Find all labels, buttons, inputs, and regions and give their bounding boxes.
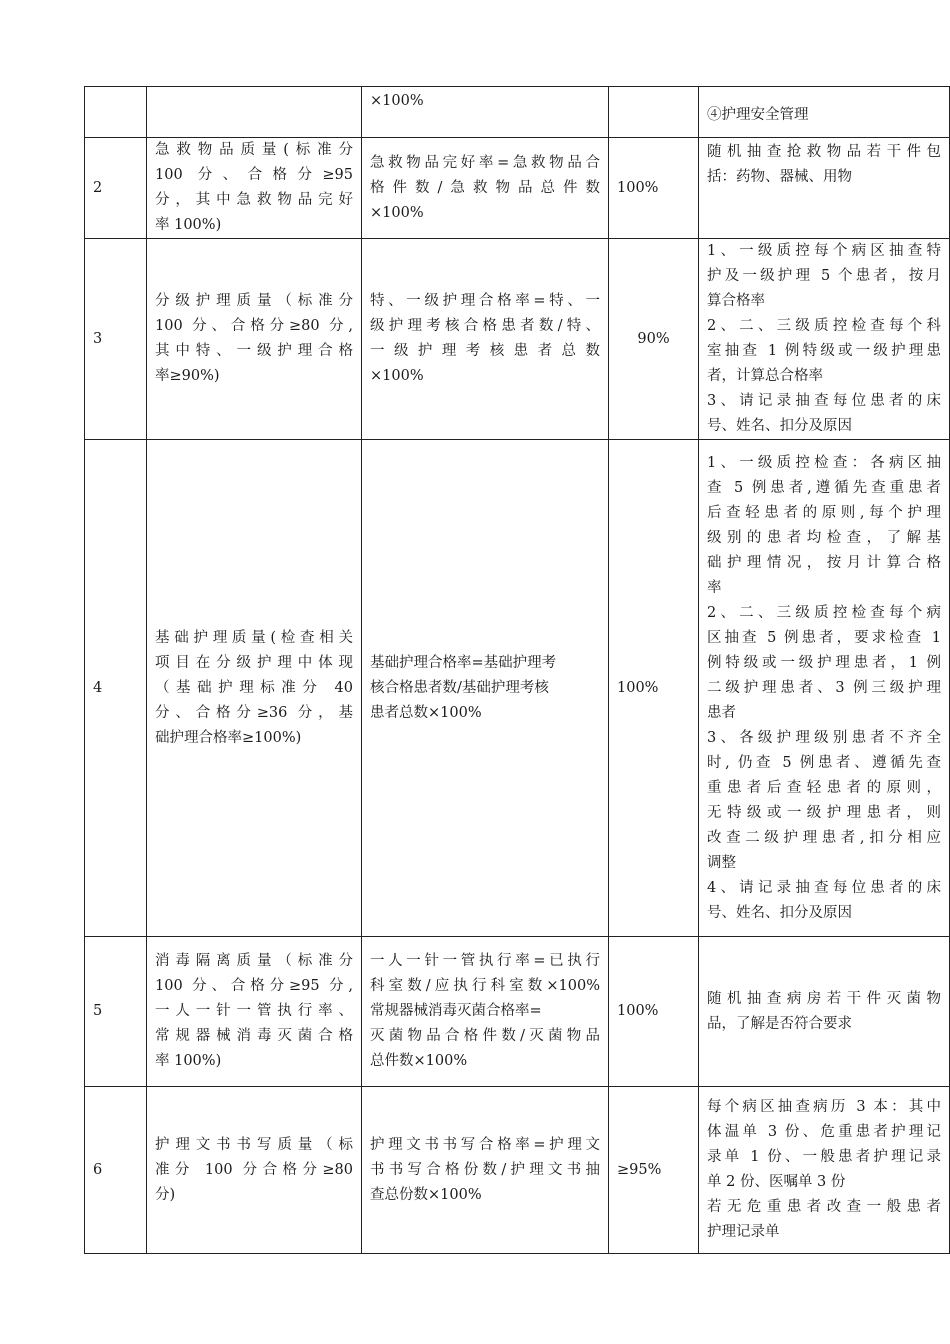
method-line: 后查轻患者的原则,每个护理 [707,504,941,521]
item-name-cell [147,440,362,937]
method-line: 2、二、三级质控检查每个科 [707,318,941,334]
item-name-line: （基础护理标准分 40 [155,679,353,696]
method-line: 体温单 3 份、危重患者护理记 [707,1124,941,1140]
target-cell [609,87,699,138]
item-name-line: 100 分、合格分≥95 分, [155,978,353,994]
item-name-line: 其中特、一级护理合格 [155,343,353,359]
method-line: 1、一级质控检查：各病区抽 [707,454,941,471]
method-line: 例特级或一级护理患者，1 例 [707,654,941,671]
target-cell: 100% [609,138,699,239]
method-line: 4、请记录抽查每位患者的床 [707,879,941,896]
method-line: 重患者后查轻患者的原则， [707,779,941,796]
item-name-line: 础护理合格率≥100%) [155,729,302,746]
method-cell [699,87,950,138]
table-row [85,138,950,239]
method-line: 3、各级护理级别患者不齐全 [707,729,941,746]
target-cell: ≥95% [609,1087,699,1254]
table-row [85,937,950,1087]
formula-line: 查总份数×100% [370,1186,482,1203]
method-line: 随机抽查抢救物品若干件包 [707,144,941,160]
formula-line: 级护理考核合格患者数/特、 [370,318,600,334]
target-cell: 100% [609,937,699,1087]
item-name-line: 准分 100 分合格分≥80 [155,1161,353,1178]
formula-line: 核合格患者数/基础护理考核 [370,679,549,696]
formula-line: 格件数/急救物品总件数 [370,179,600,196]
item-name-line: 率 100%) [155,217,222,233]
formula-cell [362,239,609,440]
formula-line: 基础护理合格率=基础护理考 [370,654,557,671]
row-number-cell: 4 [85,440,147,937]
method-line: 单 2 份、医嘱单 3 份 [707,1174,846,1190]
method-line: 调整 [707,854,736,871]
item-name-line: 一人一针一管执行率、 [155,1003,353,1019]
item-name-line: 分级护理质量（标准分 [155,293,353,309]
formula-line: 护理文书书写合格率=护理文 [370,1136,600,1153]
item-name-line: 率 100%) [155,1053,222,1069]
method-line: 每个病区抽查病历 3 本：其中 [707,1099,941,1115]
table-row [85,239,950,440]
method-line: 查 5 例患者,遵循先查重患者 [707,479,941,496]
formula-cell [362,87,609,138]
formula-cell [362,138,609,239]
method-line: 二级护理患者、3 例三级护理 [707,679,941,696]
formula-line: ×100% [370,204,424,221]
method-line: 础护理情况，按月计算合格 [707,554,941,571]
item-name-line: 分，其中急救物品完好 [155,192,353,208]
method-line: 者，计算总合格率 [707,368,823,384]
method-line: 算合格率 [707,293,765,309]
method-line: 患者 [707,704,736,721]
method-line: 区抽查 5 例患者，要求检查 1 [707,629,941,646]
formula-line: 书书写合格份数/护理文书抽 [370,1161,600,1178]
method-line: 无特级或一级护理患者，则 [707,804,941,821]
item-name-line: 100 分、合格分≥80 分, [155,318,353,334]
method-cell [699,138,950,239]
method-line: 号、姓名、扣分及原因 [707,904,852,921]
row-number-cell: 3 [85,239,147,440]
formula-line: 一人一针一管执行率=已执行 [370,953,600,969]
item-name-cell [147,87,362,138]
method-line: 1、一级质控每个病区抽查特 [707,243,941,259]
table-row [85,87,950,138]
method-line: 护理记录单 [707,1224,780,1240]
item-name-line: 护理文书书写质量（标 [155,1136,353,1153]
target-cell: 90% [609,239,699,440]
item-name-cell [147,1087,362,1254]
method-line: 品，了解是否符合要求 [707,1015,852,1032]
method-cell [699,937,950,1087]
item-name-line: 基础护理质量(检查相关 [155,629,353,646]
table-row [85,440,950,937]
item-name-line: 常规器械消毒灭菌合格 [155,1028,353,1044]
method-line: ④护理安全管理 [707,106,809,123]
method-line: 室抽查 1 例特级或一级护理患 [707,343,941,359]
method-line: 录单 1 份、一般患者护理记录 [707,1149,941,1165]
row-number-cell: 6 [85,1087,147,1254]
formula-line: 常规器械消毒灭菌合格率= [370,1003,542,1019]
formula-line: ×100% [370,368,424,384]
method-cell [699,440,950,937]
item-name-line: 分) [155,1186,176,1203]
item-name-line: 消毒隔离质量（标准分 [155,953,353,969]
table-row [85,1087,950,1254]
row-number-cell [85,87,147,138]
formula-line: ×100% [370,93,424,109]
method-line: 级别的患者均检查，了解基 [707,529,941,546]
method-line: 护及一级护理 5 个患者，按月 [707,268,941,284]
formula-line: 科室数/应执行科室数×100% [370,978,600,994]
item-name-cell [147,937,362,1087]
item-name-line: 项目在分级护理中体现 [155,654,353,671]
item-name-cell [147,138,362,239]
target-cell: 100% [609,440,699,937]
method-line: 括：药物、器械、用物 [707,169,852,185]
formula-line: 总件数×100% [370,1053,468,1069]
item-name-line: 率≥90%) [155,368,220,384]
formula-line: 一级护理考核患者总数 [370,343,600,359]
formula-line: 急救物品完好率=急救物品合 [370,154,600,171]
formula-cell [362,937,609,1087]
method-line: 2、二、三级质控检查每个病 [707,604,941,621]
item-name-cell [147,239,362,440]
method-line: 随机抽查病房若干件灭菌物 [707,990,941,1007]
method-line: 改查二级护理患者,扣分相应 [707,829,941,846]
item-name-line: 100 分、合格分≥95 [155,167,353,183]
method-line: 率 [707,579,722,596]
method-line: 号、姓名、扣分及原因 [707,418,852,434]
row-number-cell: 2 [85,138,147,239]
formula-line: 灭菌物品合格件数/灭菌物品 [370,1028,600,1044]
quality-standard-table [84,86,950,1254]
method-cell [699,239,950,440]
formula-line: 特、一级护理合格率=特、一 [370,293,600,309]
item-name-line: 急救物品质量(标准分 [155,142,353,158]
method-line: 若无危重患者改查一般患者 [707,1199,941,1215]
method-cell [699,1087,950,1254]
formula-cell [362,1087,609,1254]
formula-line: 患者总数×100% [370,704,482,721]
formula-cell [362,440,609,937]
method-line: 3、请记录抽查每位患者的床 [707,393,941,409]
item-name-line: 分、合格分≥36 分，基 [155,704,353,721]
method-line: 时, 仍查 5 例患者、遵循先查 [707,754,941,771]
row-number-cell: 5 [85,937,147,1087]
